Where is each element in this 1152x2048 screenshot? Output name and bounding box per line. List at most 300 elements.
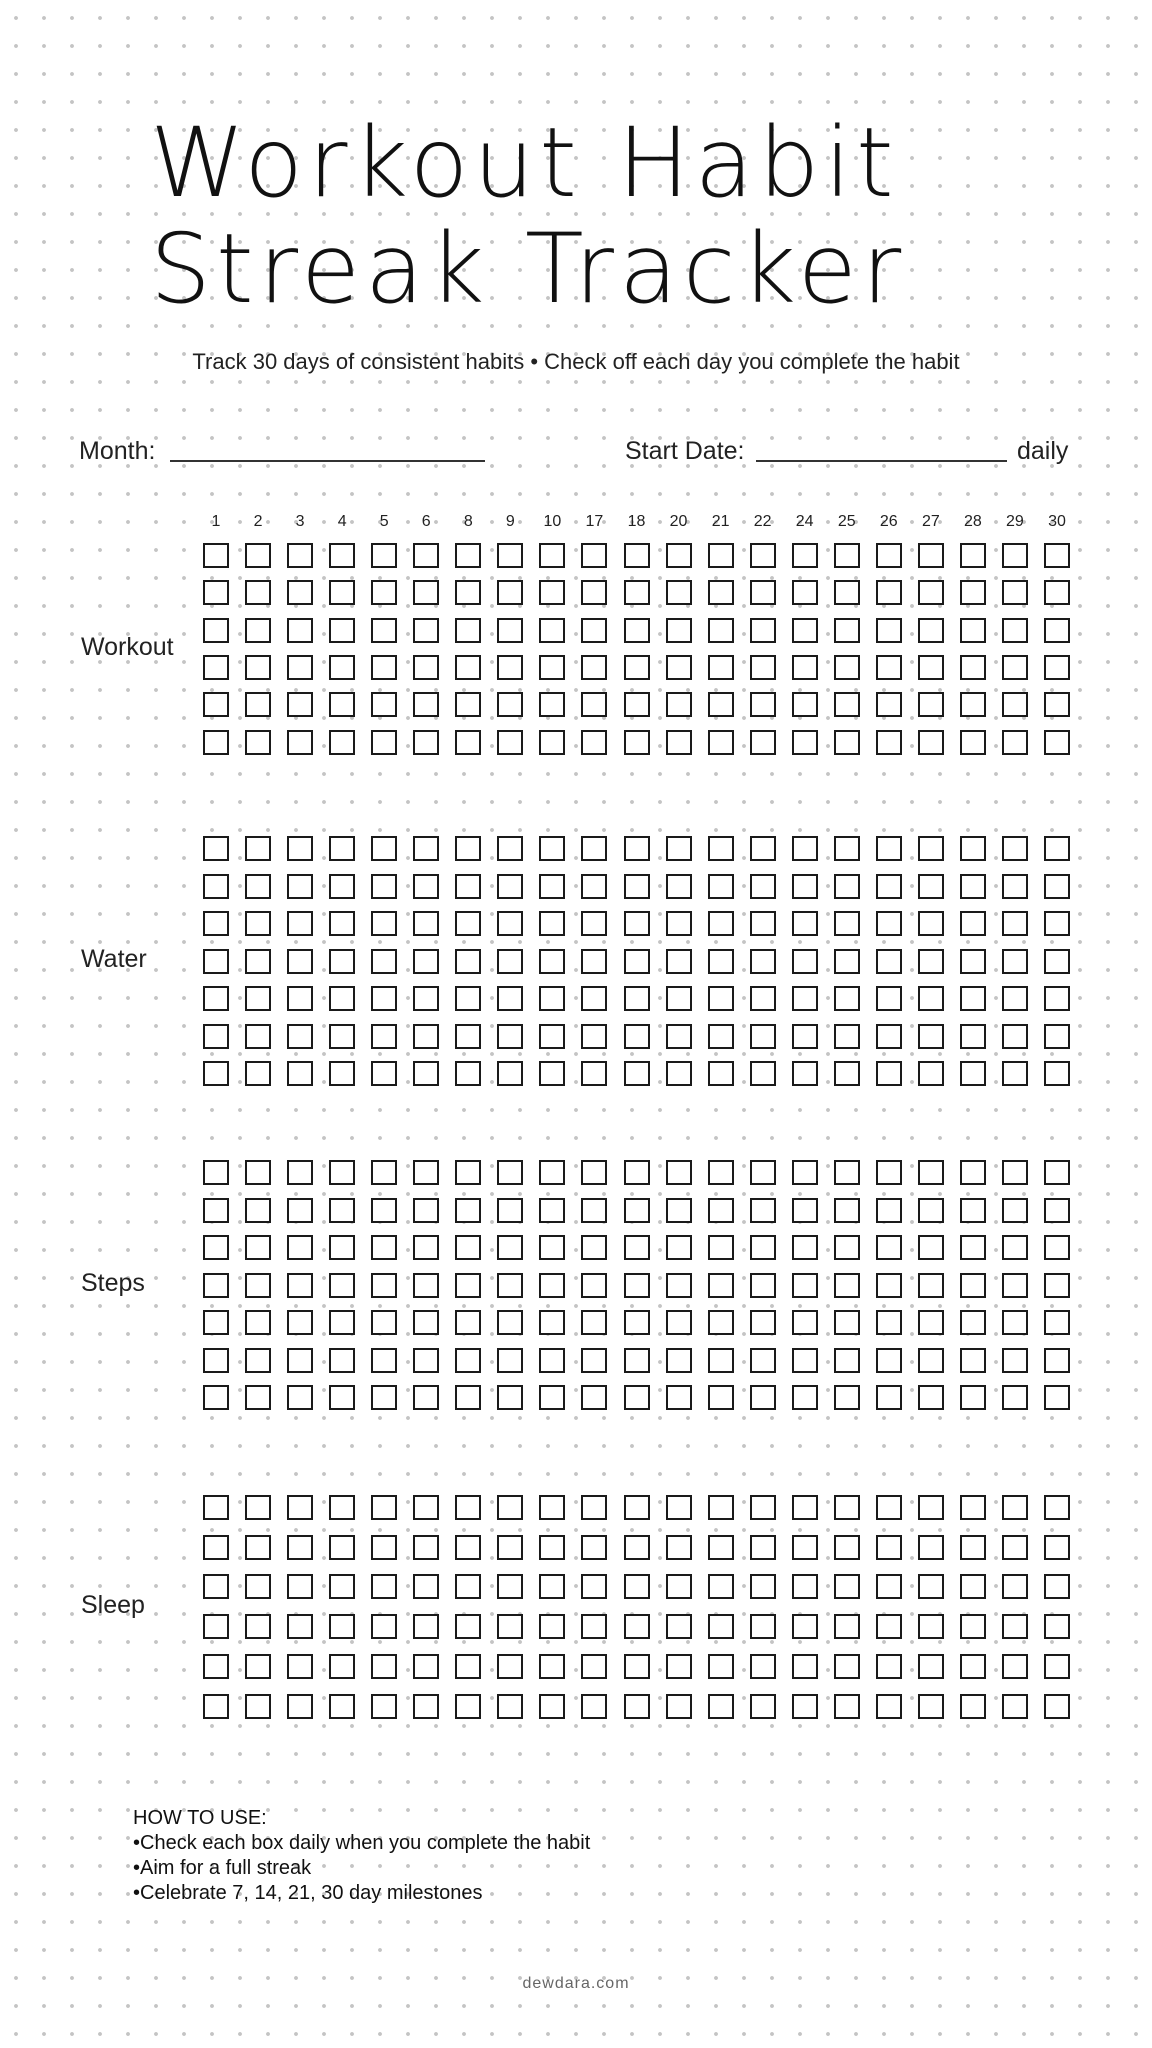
checkbox-water[interactable] xyxy=(666,836,692,861)
checkbox-water[interactable] xyxy=(708,911,734,936)
checkbox-steps[interactable] xyxy=(413,1273,439,1298)
checkbox-steps[interactable] xyxy=(455,1235,481,1260)
checkbox-workout[interactable] xyxy=(666,580,692,605)
checkbox-water[interactable] xyxy=(203,949,229,974)
checkbox-steps[interactable] xyxy=(581,1310,607,1335)
checkbox-water[interactable] xyxy=(287,911,313,936)
checkbox-sleep[interactable] xyxy=(287,1654,313,1679)
checkbox-water[interactable] xyxy=(876,874,902,899)
checkbox-steps[interactable] xyxy=(371,1235,397,1260)
checkbox-workout[interactable] xyxy=(329,692,355,717)
checkbox-workout[interactable] xyxy=(666,730,692,755)
checkbox-workout[interactable] xyxy=(792,692,818,717)
checkbox-steps[interactable] xyxy=(624,1273,650,1298)
checkbox-steps[interactable] xyxy=(960,1310,986,1335)
checkbox-sleep[interactable] xyxy=(371,1574,397,1599)
checkbox-steps[interactable] xyxy=(876,1385,902,1410)
checkbox-sleep[interactable] xyxy=(666,1574,692,1599)
checkbox-water[interactable] xyxy=(581,1024,607,1049)
checkbox-water[interactable] xyxy=(581,986,607,1011)
checkbox-steps[interactable] xyxy=(287,1198,313,1223)
checkbox-workout[interactable] xyxy=(287,730,313,755)
checkbox-steps[interactable] xyxy=(539,1160,565,1185)
checkbox-sleep[interactable] xyxy=(624,1694,650,1719)
checkbox-sleep[interactable] xyxy=(581,1694,607,1719)
checkbox-steps[interactable] xyxy=(371,1198,397,1223)
checkbox-sleep[interactable] xyxy=(539,1574,565,1599)
checkbox-water[interactable] xyxy=(329,874,355,899)
checkbox-sleep[interactable] xyxy=(455,1614,481,1639)
checkbox-workout[interactable] xyxy=(413,543,439,568)
checkbox-workout[interactable] xyxy=(792,580,818,605)
checkbox-water[interactable] xyxy=(413,911,439,936)
checkbox-water[interactable] xyxy=(413,1024,439,1049)
checkbox-steps[interactable] xyxy=(960,1235,986,1260)
checkbox-steps[interactable] xyxy=(1002,1198,1028,1223)
checkbox-sleep[interactable] xyxy=(329,1654,355,1679)
checkbox-sleep[interactable] xyxy=(371,1694,397,1719)
checkbox-water[interactable] xyxy=(539,1061,565,1086)
checkbox-water[interactable] xyxy=(1044,986,1070,1011)
checkbox-workout[interactable] xyxy=(918,618,944,643)
checkbox-workout[interactable] xyxy=(203,618,229,643)
checkbox-sleep[interactable] xyxy=(834,1535,860,1560)
checkbox-sleep[interactable] xyxy=(918,1535,944,1560)
checkbox-steps[interactable] xyxy=(203,1385,229,1410)
checkbox-sleep[interactable] xyxy=(287,1535,313,1560)
checkbox-steps[interactable] xyxy=(203,1235,229,1260)
checkbox-steps[interactable] xyxy=(1044,1273,1070,1298)
checkbox-steps[interactable] xyxy=(624,1310,650,1335)
checkbox-steps[interactable] xyxy=(1002,1348,1028,1373)
checkbox-water[interactable] xyxy=(287,836,313,861)
checkbox-workout[interactable] xyxy=(287,655,313,680)
checkbox-water[interactable] xyxy=(539,1024,565,1049)
checkbox-sleep[interactable] xyxy=(329,1694,355,1719)
checkbox-steps[interactable] xyxy=(245,1235,271,1260)
checkbox-sleep[interactable] xyxy=(960,1495,986,1520)
checkbox-sleep[interactable] xyxy=(329,1614,355,1639)
checkbox-water[interactable] xyxy=(497,1024,523,1049)
checkbox-sleep[interactable] xyxy=(1002,1614,1028,1639)
checkbox-water[interactable] xyxy=(497,911,523,936)
checkbox-water[interactable] xyxy=(750,1024,776,1049)
checkbox-steps[interactable] xyxy=(203,1348,229,1373)
checkbox-water[interactable] xyxy=(624,986,650,1011)
checkbox-steps[interactable] xyxy=(413,1160,439,1185)
checkbox-water[interactable] xyxy=(413,949,439,974)
checkbox-steps[interactable] xyxy=(245,1385,271,1410)
checkbox-water[interactable] xyxy=(1002,836,1028,861)
checkbox-workout[interactable] xyxy=(329,543,355,568)
checkbox-workout[interactable] xyxy=(960,655,986,680)
checkbox-water[interactable] xyxy=(287,1061,313,1086)
checkbox-water[interactable] xyxy=(413,1061,439,1086)
checkbox-steps[interactable] xyxy=(539,1310,565,1335)
checkbox-water[interactable] xyxy=(1044,1024,1070,1049)
checkbox-steps[interactable] xyxy=(918,1385,944,1410)
checkbox-water[interactable] xyxy=(960,949,986,974)
checkbox-steps[interactable] xyxy=(1044,1348,1070,1373)
checkbox-steps[interactable] xyxy=(1044,1310,1070,1335)
checkbox-workout[interactable] xyxy=(245,580,271,605)
checkbox-water[interactable] xyxy=(624,949,650,974)
checkbox-steps[interactable] xyxy=(708,1348,734,1373)
checkbox-water[interactable] xyxy=(792,986,818,1011)
checkbox-steps[interactable] xyxy=(329,1160,355,1185)
checkbox-sleep[interactable] xyxy=(1044,1574,1070,1599)
checkbox-water[interactable] xyxy=(371,911,397,936)
checkbox-workout[interactable] xyxy=(497,692,523,717)
checkbox-sleep[interactable] xyxy=(1002,1495,1028,1520)
checkbox-sleep[interactable] xyxy=(413,1614,439,1639)
checkbox-steps[interactable] xyxy=(708,1160,734,1185)
checkbox-steps[interactable] xyxy=(1002,1385,1028,1410)
checkbox-workout[interactable] xyxy=(245,730,271,755)
checkbox-sleep[interactable] xyxy=(708,1495,734,1520)
checkbox-workout[interactable] xyxy=(371,580,397,605)
checkbox-workout[interactable] xyxy=(1002,730,1028,755)
checkbox-water[interactable] xyxy=(918,874,944,899)
checkbox-water[interactable] xyxy=(413,874,439,899)
checkbox-water[interactable] xyxy=(750,986,776,1011)
checkbox-water[interactable] xyxy=(371,986,397,1011)
checkbox-sleep[interactable] xyxy=(539,1614,565,1639)
checkbox-steps[interactable] xyxy=(497,1160,523,1185)
checkbox-sleep[interactable] xyxy=(624,1614,650,1639)
checkbox-steps[interactable] xyxy=(581,1160,607,1185)
checkbox-workout[interactable] xyxy=(876,730,902,755)
checkbox-sleep[interactable] xyxy=(371,1654,397,1679)
checkbox-steps[interactable] xyxy=(708,1385,734,1410)
checkbox-steps[interactable] xyxy=(876,1160,902,1185)
checkbox-water[interactable] xyxy=(497,1061,523,1086)
checkbox-sleep[interactable] xyxy=(708,1654,734,1679)
checkbox-steps[interactable] xyxy=(918,1235,944,1260)
checkbox-steps[interactable] xyxy=(539,1198,565,1223)
checkbox-workout[interactable] xyxy=(1002,580,1028,605)
checkbox-workout[interactable] xyxy=(539,730,565,755)
checkbox-workout[interactable] xyxy=(666,692,692,717)
checkbox-sleep[interactable] xyxy=(455,1574,481,1599)
checkbox-steps[interactable] xyxy=(876,1348,902,1373)
checkbox-workout[interactable] xyxy=(581,730,607,755)
checkbox-sleep[interactable] xyxy=(413,1694,439,1719)
checkbox-steps[interactable] xyxy=(539,1385,565,1410)
checkbox-water[interactable] xyxy=(750,911,776,936)
checkbox-workout[interactable] xyxy=(245,655,271,680)
checkbox-water[interactable] xyxy=(666,911,692,936)
checkbox-sleep[interactable] xyxy=(918,1614,944,1639)
checkbox-workout[interactable] xyxy=(624,655,650,680)
checkbox-workout[interactable] xyxy=(708,543,734,568)
checkbox-workout[interactable] xyxy=(876,580,902,605)
checkbox-workout[interactable] xyxy=(624,543,650,568)
checkbox-water[interactable] xyxy=(371,874,397,899)
checkbox-sleep[interactable] xyxy=(876,1535,902,1560)
checkbox-workout[interactable] xyxy=(960,543,986,568)
month-input-line[interactable] xyxy=(170,460,485,462)
checkbox-water[interactable] xyxy=(287,1024,313,1049)
checkbox-steps[interactable] xyxy=(497,1273,523,1298)
month-field[interactable] xyxy=(79,437,155,467)
checkbox-sleep[interactable] xyxy=(581,1654,607,1679)
checkbox-sleep[interactable] xyxy=(497,1614,523,1639)
checkbox-sleep[interactable] xyxy=(1002,1535,1028,1560)
checkbox-workout[interactable] xyxy=(750,618,776,643)
checkbox-sleep[interactable] xyxy=(455,1694,481,1719)
checkbox-water[interactable] xyxy=(792,1024,818,1049)
checkbox-workout[interactable] xyxy=(1044,692,1070,717)
checkbox-sleep[interactable] xyxy=(581,1614,607,1639)
checkbox-water[interactable] xyxy=(581,911,607,936)
checkbox-workout[interactable] xyxy=(750,580,776,605)
checkbox-steps[interactable] xyxy=(834,1273,860,1298)
checkbox-steps[interactable] xyxy=(792,1198,818,1223)
checkbox-sleep[interactable] xyxy=(960,1574,986,1599)
checkbox-water[interactable] xyxy=(708,986,734,1011)
checkbox-water[interactable] xyxy=(497,986,523,1011)
checkbox-water[interactable] xyxy=(581,1061,607,1086)
checkbox-water[interactable] xyxy=(539,911,565,936)
checkbox-sleep[interactable] xyxy=(624,1574,650,1599)
checkbox-workout[interactable] xyxy=(918,655,944,680)
checkbox-steps[interactable] xyxy=(497,1235,523,1260)
checkbox-water[interactable] xyxy=(1002,911,1028,936)
checkbox-sleep[interactable] xyxy=(750,1614,776,1639)
checkbox-water[interactable] xyxy=(581,949,607,974)
checkbox-steps[interactable] xyxy=(1044,1198,1070,1223)
checkbox-workout[interactable] xyxy=(1002,692,1028,717)
checkbox-water[interactable] xyxy=(287,949,313,974)
checkbox-sleep[interactable] xyxy=(918,1694,944,1719)
checkbox-steps[interactable] xyxy=(666,1198,692,1223)
checkbox-water[interactable] xyxy=(876,911,902,936)
checkbox-steps[interactable] xyxy=(750,1385,776,1410)
checkbox-steps[interactable] xyxy=(1002,1273,1028,1298)
checkbox-workout[interactable] xyxy=(1044,580,1070,605)
checkbox-steps[interactable] xyxy=(497,1385,523,1410)
checkbox-water[interactable] xyxy=(792,874,818,899)
checkbox-workout[interactable] xyxy=(708,655,734,680)
checkbox-steps[interactable] xyxy=(287,1348,313,1373)
checkbox-sleep[interactable] xyxy=(708,1614,734,1639)
checkbox-steps[interactable] xyxy=(960,1348,986,1373)
checkbox-steps[interactable] xyxy=(455,1273,481,1298)
checkbox-water[interactable] xyxy=(834,1024,860,1049)
checkbox-workout[interactable] xyxy=(539,618,565,643)
checkbox-water[interactable] xyxy=(1002,874,1028,899)
checkbox-workout[interactable] xyxy=(287,618,313,643)
checkbox-workout[interactable] xyxy=(876,543,902,568)
checkbox-workout[interactable] xyxy=(581,580,607,605)
checkbox-steps[interactable] xyxy=(792,1160,818,1185)
checkbox-steps[interactable] xyxy=(1044,1385,1070,1410)
checkbox-water[interactable] xyxy=(413,836,439,861)
checkbox-steps[interactable] xyxy=(287,1385,313,1410)
start-date-field[interactable] xyxy=(625,437,1069,467)
checkbox-workout[interactable] xyxy=(203,730,229,755)
checkbox-workout[interactable] xyxy=(203,692,229,717)
checkbox-steps[interactable] xyxy=(750,1235,776,1260)
checkbox-sleep[interactable] xyxy=(539,1654,565,1679)
checkbox-steps[interactable] xyxy=(624,1235,650,1260)
checkbox-workout[interactable] xyxy=(245,692,271,717)
checkbox-workout[interactable] xyxy=(287,543,313,568)
checkbox-sleep[interactable] xyxy=(497,1654,523,1679)
checkbox-steps[interactable] xyxy=(203,1273,229,1298)
checkbox-sleep[interactable] xyxy=(876,1694,902,1719)
checkbox-sleep[interactable] xyxy=(581,1574,607,1599)
checkbox-water[interactable] xyxy=(918,986,944,1011)
checkbox-steps[interactable] xyxy=(413,1385,439,1410)
checkbox-water[interactable] xyxy=(329,1024,355,1049)
checkbox-sleep[interactable] xyxy=(203,1654,229,1679)
checkbox-water[interactable] xyxy=(876,1024,902,1049)
checkbox-sleep[interactable] xyxy=(287,1694,313,1719)
checkbox-workout[interactable] xyxy=(581,618,607,643)
checkbox-workout[interactable] xyxy=(624,692,650,717)
checkbox-steps[interactable] xyxy=(960,1385,986,1410)
checkbox-sleep[interactable] xyxy=(287,1574,313,1599)
checkbox-water[interactable] xyxy=(1044,911,1070,936)
checkbox-water[interactable] xyxy=(245,1061,271,1086)
checkbox-steps[interactable] xyxy=(539,1273,565,1298)
checkbox-workout[interactable] xyxy=(792,730,818,755)
checkbox-workout[interactable] xyxy=(329,655,355,680)
checkbox-sleep[interactable] xyxy=(666,1495,692,1520)
checkbox-workout[interactable] xyxy=(1044,543,1070,568)
checkbox-water[interactable] xyxy=(1044,836,1070,861)
checkbox-steps[interactable] xyxy=(666,1235,692,1260)
checkbox-sleep[interactable] xyxy=(203,1495,229,1520)
checkbox-water[interactable] xyxy=(497,949,523,974)
checkbox-steps[interactable] xyxy=(960,1273,986,1298)
checkbox-steps[interactable] xyxy=(834,1385,860,1410)
checkbox-workout[interactable] xyxy=(455,655,481,680)
checkbox-sleep[interactable] xyxy=(834,1654,860,1679)
checkbox-water[interactable] xyxy=(581,874,607,899)
checkbox-workout[interactable] xyxy=(750,655,776,680)
checkbox-steps[interactable] xyxy=(750,1160,776,1185)
checkbox-sleep[interactable] xyxy=(666,1654,692,1679)
checkbox-steps[interactable] xyxy=(497,1310,523,1335)
checkbox-workout[interactable] xyxy=(203,580,229,605)
checkbox-water[interactable] xyxy=(539,836,565,861)
checkbox-workout[interactable] xyxy=(245,543,271,568)
checkbox-water[interactable] xyxy=(581,836,607,861)
start-date-input-line[interactable] xyxy=(756,460,1007,462)
checkbox-water[interactable] xyxy=(750,874,776,899)
checkbox-water[interactable] xyxy=(245,949,271,974)
checkbox-sleep[interactable] xyxy=(329,1574,355,1599)
checkbox-workout[interactable] xyxy=(455,692,481,717)
checkbox-workout[interactable] xyxy=(371,618,397,643)
checkbox-sleep[interactable] xyxy=(245,1535,271,1560)
checkbox-steps[interactable] xyxy=(455,1348,481,1373)
checkbox-steps[interactable] xyxy=(666,1385,692,1410)
checkbox-steps[interactable] xyxy=(455,1198,481,1223)
checkbox-water[interactable] xyxy=(960,874,986,899)
checkbox-steps[interactable] xyxy=(918,1198,944,1223)
checkbox-workout[interactable] xyxy=(708,730,734,755)
checkbox-water[interactable] xyxy=(455,949,481,974)
checkbox-workout[interactable] xyxy=(750,543,776,568)
checkbox-water[interactable] xyxy=(455,874,481,899)
checkbox-water[interactable] xyxy=(750,1061,776,1086)
checkbox-workout[interactable] xyxy=(708,580,734,605)
checkbox-water[interactable] xyxy=(497,836,523,861)
checkbox-sleep[interactable] xyxy=(413,1574,439,1599)
checkbox-water[interactable] xyxy=(666,949,692,974)
checkbox-water[interactable] xyxy=(624,1024,650,1049)
checkbox-workout[interactable] xyxy=(581,655,607,680)
checkbox-steps[interactable] xyxy=(876,1310,902,1335)
checkbox-steps[interactable] xyxy=(750,1348,776,1373)
checkbox-sleep[interactable] xyxy=(1002,1654,1028,1679)
checkbox-steps[interactable] xyxy=(245,1198,271,1223)
checkbox-water[interactable] xyxy=(203,874,229,899)
checkbox-sleep[interactable] xyxy=(918,1654,944,1679)
checkbox-steps[interactable] xyxy=(329,1385,355,1410)
checkbox-sleep[interactable] xyxy=(876,1614,902,1639)
checkbox-sleep[interactable] xyxy=(1044,1614,1070,1639)
checkbox-water[interactable] xyxy=(539,986,565,1011)
checkbox-steps[interactable] xyxy=(245,1310,271,1335)
checkbox-water[interactable] xyxy=(876,986,902,1011)
checkbox-sleep[interactable] xyxy=(666,1694,692,1719)
checkbox-steps[interactable] xyxy=(581,1235,607,1260)
checkbox-sleep[interactable] xyxy=(750,1574,776,1599)
checkbox-workout[interactable] xyxy=(750,692,776,717)
checkbox-steps[interactable] xyxy=(413,1348,439,1373)
checkbox-water[interactable] xyxy=(918,836,944,861)
checkbox-workout[interactable] xyxy=(876,655,902,680)
checkbox-steps[interactable] xyxy=(834,1348,860,1373)
checkbox-sleep[interactable] xyxy=(792,1495,818,1520)
checkbox-sleep[interactable] xyxy=(834,1694,860,1719)
checkbox-water[interactable] xyxy=(876,836,902,861)
checkbox-sleep[interactable] xyxy=(960,1654,986,1679)
checkbox-water[interactable] xyxy=(329,1061,355,1086)
checkbox-water[interactable] xyxy=(455,1024,481,1049)
checkbox-water[interactable] xyxy=(329,986,355,1011)
checkbox-steps[interactable] xyxy=(1002,1235,1028,1260)
checkbox-steps[interactable] xyxy=(245,1273,271,1298)
checkbox-sleep[interactable] xyxy=(497,1535,523,1560)
checkbox-water[interactable] xyxy=(455,911,481,936)
checkbox-water[interactable] xyxy=(834,874,860,899)
checkbox-sleep[interactable] xyxy=(834,1495,860,1520)
checkbox-steps[interactable] xyxy=(876,1235,902,1260)
checkbox-water[interactable] xyxy=(960,1024,986,1049)
checkbox-steps[interactable] xyxy=(624,1198,650,1223)
checkbox-workout[interactable] xyxy=(666,655,692,680)
checkbox-steps[interactable] xyxy=(371,1273,397,1298)
checkbox-water[interactable] xyxy=(708,1061,734,1086)
checkbox-water[interactable] xyxy=(624,836,650,861)
checkbox-steps[interactable] xyxy=(918,1310,944,1335)
checkbox-steps[interactable] xyxy=(666,1273,692,1298)
checkbox-sleep[interactable] xyxy=(203,1574,229,1599)
checkbox-water[interactable] xyxy=(245,911,271,936)
checkbox-workout[interactable] xyxy=(960,618,986,643)
checkbox-sleep[interactable] xyxy=(455,1495,481,1520)
checkbox-steps[interactable] xyxy=(960,1160,986,1185)
checkbox-sleep[interactable] xyxy=(708,1574,734,1599)
checkbox-steps[interactable] xyxy=(792,1348,818,1373)
checkbox-water[interactable] xyxy=(792,1061,818,1086)
